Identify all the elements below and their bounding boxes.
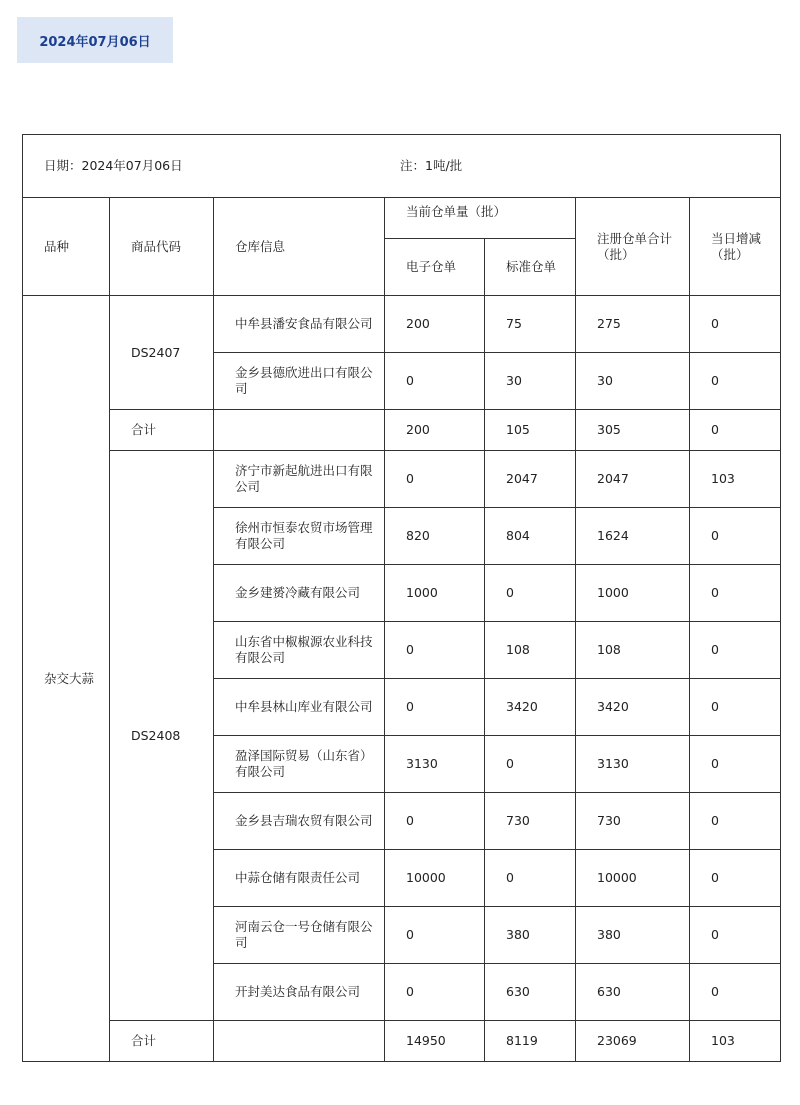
change-cell: 0 [690,793,781,850]
standard-cell: 30 [485,353,576,410]
standard-cell: 630 [485,964,576,1021]
warehouse-cell: 金乡县德欣进出口有限公司 [214,353,385,410]
total-cell: 10000 [576,850,690,907]
electronic-cell: 200 [385,296,485,353]
total-cell: 2047 [576,451,690,508]
subtotal-change: 0 [690,410,781,451]
standard-cell: 730 [485,793,576,850]
warehouse-cell: 金乡县吉瑞农贸有限公司 [214,793,385,850]
warehouse-cell: 山东省中椒椒源农业科技有限公司 [214,622,385,679]
total-cell: 380 [576,907,690,964]
header-electronic: 电子仓单 [385,239,485,296]
change-cell: 0 [690,736,781,793]
change-cell: 0 [690,508,781,565]
subtotal-label: 合计 [110,1021,214,1062]
change-cell: 0 [690,565,781,622]
unit-note: 注：1吨/批 [400,158,463,173]
standard-cell: 380 [485,907,576,964]
change-cell: 0 [690,679,781,736]
info-row [23,135,781,198]
subtotal-label: 合计 [110,410,214,451]
electronic-cell: 0 [385,964,485,1021]
subtotal-warehouse-blank [214,410,385,451]
electronic-cell: 10000 [385,850,485,907]
warehouse-receipt-table [22,134,781,1062]
subtotal-total: 305 [576,410,690,451]
total-cell: 730 [576,793,690,850]
total-cell: 3420 [576,679,690,736]
header-variety: 品种 [23,198,110,296]
warehouse-cell: 金乡建赟冷藏有限公司 [214,565,385,622]
change-cell: 103 [690,451,781,508]
total-cell: 3130 [576,736,690,793]
subtotal-standard: 105 [485,410,576,451]
total-cell: 1000 [576,565,690,622]
change-cell: 0 [690,296,781,353]
standard-cell: 75 [485,296,576,353]
subtotal-change: 103 [690,1021,781,1062]
warehouse-cell: 济宁市新起航进出口有限公司 [214,451,385,508]
header-daily-change: 当日增减（批） [690,198,781,296]
warehouse-cell: 中牟县林山库业有限公司 [214,679,385,736]
total-cell: 30 [576,353,690,410]
subtotal-row [23,410,781,451]
warehouse-cell: 中蒜仓储有限责任公司 [214,850,385,907]
subtotal-total: 23069 [576,1021,690,1062]
total-cell: 1624 [576,508,690,565]
header-code: 商品代码 [110,198,214,296]
change-cell: 0 [690,850,781,907]
table-row [23,451,781,508]
electronic-cell: 0 [385,622,485,679]
subtotal-row [23,1021,781,1062]
change-cell: 0 [690,622,781,679]
standard-cell: 2047 [485,451,576,508]
electronic-cell: 0 [385,679,485,736]
warehouse-cell: 河南云仓一号仓储有限公司 [214,907,385,964]
electronic-cell: 1000 [385,565,485,622]
variety-cell: 杂交大蒜 [23,296,110,1062]
total-cell: 630 [576,964,690,1021]
subtotal-standard: 8119 [485,1021,576,1062]
header-warehouse: 仓库信息 [214,198,385,296]
electronic-cell: 0 [385,793,485,850]
total-cell: 108 [576,622,690,679]
standard-cell: 0 [485,565,576,622]
standard-cell: 0 [485,850,576,907]
subtotal-electronic: 200 [385,410,485,451]
code-cell: DS2408 [110,451,214,1021]
warehouse-cell: 开封美达食品有限公司 [214,964,385,1021]
header-standard: 标准仓单 [485,239,576,296]
warehouse-cell: 徐州市恒泰农贸市场管理有限公司 [214,508,385,565]
change-cell: 0 [690,964,781,1021]
table-row [23,296,781,353]
warehouse-cell: 中牟县潘安食品有限公司 [214,296,385,353]
standard-cell: 3420 [485,679,576,736]
electronic-cell: 820 [385,508,485,565]
warehouse-cell: 盈泽国际贸易（山东省）有限公司 [214,736,385,793]
date-tab[interactable]: 2024年07月06日 [17,17,173,63]
electronic-cell: 3130 [385,736,485,793]
code-cell: DS2407 [110,296,214,410]
electronic-cell: 0 [385,353,485,410]
standard-cell: 108 [485,622,576,679]
change-cell: 0 [690,353,781,410]
subtotal-electronic: 14950 [385,1021,485,1062]
standard-cell: 804 [485,508,576,565]
subtotal-warehouse-blank [214,1021,385,1062]
header-current: 当前仓单量（批） [385,198,576,239]
date-label: 日期：2024年07月06日 [44,158,183,173]
electronic-cell: 0 [385,451,485,508]
header-registered-total: 注册仓单合计（批） [576,198,690,296]
total-cell: 275 [576,296,690,353]
standard-cell: 0 [485,736,576,793]
electronic-cell: 0 [385,907,485,964]
change-cell: 0 [690,907,781,964]
